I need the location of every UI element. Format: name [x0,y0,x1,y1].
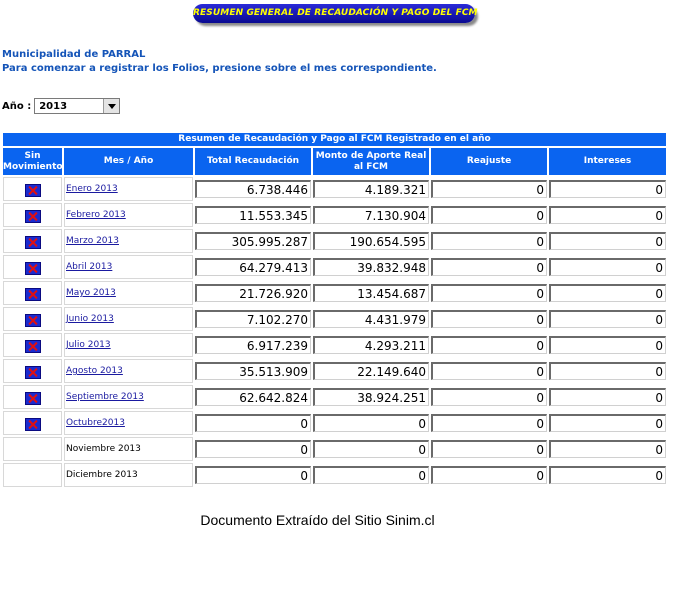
total-cell [195,333,311,357]
reajuste-field[interactable]: 0 [431,466,547,484]
month-cell [64,203,193,227]
sin-movimiento-x-icon[interactable] [25,262,41,275]
reajuste-cell [431,281,547,305]
intereses-cell [549,385,666,409]
intereses-field[interactable]: 0 [549,336,666,354]
total-field[interactable]: 6.917.239 [195,336,311,354]
reajuste-cell [431,177,547,201]
reajuste-field[interactable]: 0 [431,388,547,406]
monto-field[interactable]: 22.149.640 [313,362,429,380]
monto-field[interactable]: 0 [313,440,429,458]
header-monto-line2: al FCM [353,161,388,172]
reajuste-cell [431,411,547,435]
table-row [3,437,666,461]
year-select[interactable] [34,98,120,114]
summary-table [1,131,668,489]
table-row [3,385,666,409]
table-row [3,307,666,331]
intereses-cell [549,255,666,279]
table-row [3,177,666,201]
month-cell [64,463,193,487]
table-row [3,359,666,383]
month-link[interactable]: Octubre2013 [66,418,125,428]
reajuste-cell [431,333,547,357]
table-row [3,229,666,253]
total-field[interactable]: 6.738.446 [195,180,311,198]
header-sin-movimiento-line2: Movimiento [3,161,63,172]
intereses-cell [549,333,666,357]
intereses-field[interactable]: 0 [549,258,666,276]
sin-movimiento-cell [3,307,62,331]
reajuste-field[interactable]: 0 [431,258,547,276]
month-cell [64,385,193,409]
total-cell [195,281,311,305]
monto-field[interactable]: 190.654.595 [313,232,429,250]
sin-movimiento-x-icon[interactable] [25,288,41,301]
sin-movimiento-cell [3,177,62,201]
intereses-field[interactable]: 0 [549,414,666,432]
sin-movimiento-cell [3,437,62,461]
month-cell [64,411,193,435]
month-cell [64,281,193,305]
header-monto-line1: Monto de Aporte Real [315,150,427,161]
header-mes: Mes / Año [64,148,193,175]
monto-cell [313,411,429,435]
month-link[interactable]: Marzo 2013 [66,236,119,246]
total-cell [195,463,311,487]
total-cell [195,385,311,409]
table-row [3,333,666,357]
total-field[interactable]: 0 [195,440,311,458]
monto-field[interactable]: 4.189.321 [313,180,429,198]
intereses-field[interactable]: 0 [549,466,666,484]
total-field[interactable]: 0 [195,466,311,484]
header-monto [313,148,429,175]
reajuste-field[interactable]: 0 [431,362,547,380]
month-link[interactable]: Enero 2013 [66,184,118,194]
month-link[interactable]: Julio 2013 [66,340,111,350]
month-link[interactable]: Septiembre 2013 [66,392,144,402]
footer-note: Documento Extraído del Sitio Sinim.cl [200,512,435,528]
monto-cell [313,385,429,409]
header-intereses: Intereses [549,148,666,175]
reajuste-field[interactable]: 0 [431,232,547,250]
monto-cell [313,229,429,253]
month-link[interactable]: Mayo 2013 [66,288,116,298]
total-cell [195,203,311,227]
month-link[interactable]: Febrero 2013 [66,210,126,220]
sin-movimiento-cell [3,385,62,409]
sin-movimiento-cell [3,359,62,383]
intereses-field[interactable]: 0 [549,310,666,328]
reajuste-cell [431,437,547,461]
total-field[interactable]: 35.513.909 [195,362,311,380]
monto-field[interactable]: 4.293.211 [313,336,429,354]
monto-field[interactable]: 0 [313,466,429,484]
total-cell [195,307,311,331]
monto-field[interactable]: 0 [313,414,429,432]
table-row [3,203,666,227]
reajuste-field[interactable]: 0 [431,336,547,354]
table-row [3,255,666,279]
intereses-cell [549,411,666,435]
table-row [3,281,666,305]
intereses-cell [549,281,666,305]
month-label: Diciembre 2013 [66,470,138,480]
header-total: Total Recaudación [195,148,311,175]
monto-cell [313,203,429,227]
municipality-name: Municipalidad de PARRAL [2,49,146,60]
intereses-field[interactable]: 0 [549,232,666,250]
month-link[interactable]: Abril 2013 [66,262,113,272]
month-cell [64,359,193,383]
month-label: Noviembre 2013 [66,444,141,454]
month-cell [64,177,193,201]
monto-field[interactable]: 13.454.687 [313,284,429,302]
monto-field[interactable]: 7.130.904 [313,206,429,224]
intereses-field[interactable]: 0 [549,180,666,198]
table-row [3,463,666,487]
intereses-field[interactable]: 0 [549,284,666,302]
sin-movimiento-x-icon[interactable] [25,236,41,249]
monto-cell [313,333,429,357]
year-label: Año : [2,100,32,112]
total-field[interactable]: 64.279.413 [195,258,311,276]
intereses-cell [549,359,666,383]
month-link[interactable]: Agosto 2013 [66,366,123,376]
sin-movimiento-x-icon[interactable] [25,418,41,431]
monto-cell [313,255,429,279]
reajuste-cell [431,307,547,331]
total-field[interactable]: 305.995.287 [195,232,311,250]
intereses-cell [549,307,666,331]
intereses-field[interactable]: 0 [549,440,666,458]
month-cell [64,307,193,331]
page-banner: RESUMEN GENERAL DE RECAUDACIÓN Y PAGO DEL FCM [193,4,475,23]
intereses-cell [549,463,666,487]
intro-text [2,48,437,76]
reajuste-field[interactable]: 0 [431,206,547,224]
monto-field[interactable]: 38.924.251 [313,388,429,406]
intereses-field[interactable]: 0 [549,206,666,224]
reajuste-cell [431,359,547,383]
monto-cell [313,359,429,383]
total-cell [195,177,311,201]
sin-movimiento-x-icon[interactable] [25,210,41,223]
reajuste-field[interactable]: 0 [431,310,547,328]
reajuste-cell [431,203,547,227]
sin-movimiento-x-icon[interactable] [25,184,41,197]
monto-cell [313,281,429,305]
monto-field[interactable]: 39.832.948 [313,258,429,276]
sin-movimiento-cell [3,203,62,227]
total-cell [195,229,311,253]
month-link[interactable]: Junio 2013 [66,314,114,324]
intereses-cell [549,437,666,461]
reajuste-field[interactable]: 0 [431,414,547,432]
intereses-cell [549,229,666,253]
total-field[interactable]: 11.553.345 [195,206,311,224]
reajuste-cell [431,463,547,487]
total-cell [195,437,311,461]
sin-movimiento-cell [3,333,62,357]
reajuste-cell [431,385,547,409]
table-title: Resumen de Recaudación y Pago al FCM Registrado en el año [3,133,666,146]
total-field[interactable]: 0 [195,414,311,432]
sin-movimiento-cell [3,463,62,487]
total-field[interactable]: 7.102.270 [195,310,311,328]
total-field[interactable]: 21.726.920 [195,284,311,302]
total-cell [195,359,311,383]
sin-movimiento-x-icon[interactable] [25,392,41,405]
sin-movimiento-x-icon[interactable] [25,340,41,353]
monto-cell [313,307,429,331]
sin-movimiento-cell [3,255,62,279]
monto-cell [313,463,429,487]
sin-movimiento-cell [3,281,62,305]
sin-movimiento-x-icon[interactable] [25,366,41,379]
sin-movimiento-x-icon[interactable] [25,314,41,327]
dropdown-arrow-icon[interactable] [103,99,119,113]
total-cell [195,255,311,279]
reajuste-field[interactable]: 0 [431,284,547,302]
month-cell [64,255,193,279]
month-cell [64,333,193,357]
intereses-cell [549,177,666,201]
monto-cell [313,177,429,201]
sin-movimiento-cell [3,229,62,253]
reajuste-cell [431,229,547,253]
intereses-cell [549,203,666,227]
monto-field[interactable]: 4.431.979 [313,310,429,328]
reajuste-field[interactable]: 0 [431,180,547,198]
month-cell [64,229,193,253]
header-sin-movimiento [3,148,62,175]
intereses-field[interactable]: 0 [549,388,666,406]
sin-movimiento-cell [3,411,62,435]
monto-cell [313,437,429,461]
year-selector-row [2,97,120,115]
intereses-field[interactable]: 0 [549,362,666,380]
month-cell [64,437,193,461]
table-row [3,411,666,435]
header-reajuste: Reajuste [431,148,547,175]
total-cell [195,411,311,435]
reajuste-field[interactable]: 0 [431,440,547,458]
reajuste-cell [431,255,547,279]
year-value: 2013 [39,100,68,112]
instructions: Para comenzar a registrar los Folios, presione sobre el mes correspondiente. [2,63,437,74]
total-field[interactable]: 62.642.824 [195,388,311,406]
header-sin-movimiento-line1: Sin [24,150,41,161]
